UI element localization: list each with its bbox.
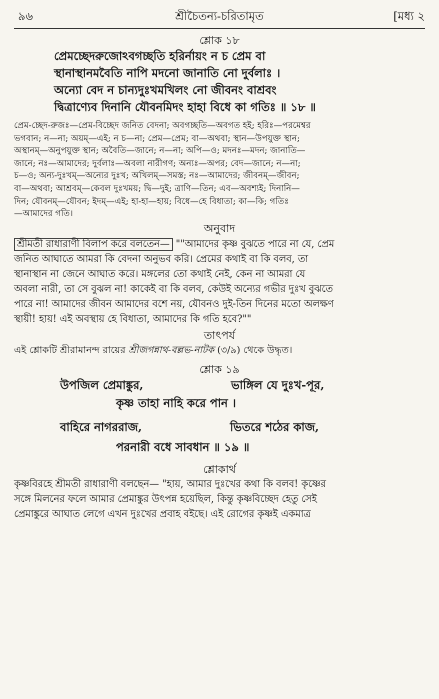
verse-19-line: পরনারী বধে সাবধান ॥ ১৯ ॥ bbox=[116, 439, 250, 454]
synonym-line: অস্থানম্—অনুপযুক্ত স্থান; অবৈতি—জানে; ন—না; অপি—ও; মদনঃ—মদন; জানাতি— bbox=[14, 146, 306, 157]
synonym-line: চ—ও; অন্য-দুঃখম্—অন্যের দুঃখ; অখিলম্—সমস্ত; নঃ—আমাদের; জীবনম্—জীবন; bbox=[14, 171, 300, 182]
page-header bbox=[14, 6, 425, 28]
verse-19-line: ভিতরে শঠের কাজ, bbox=[230, 419, 320, 434]
translation-line: জনিত আঘাতে আমরা কি বেদনা অনুভব করি। প্রেমের কথাই বা কি বলব, তা bbox=[14, 253, 309, 265]
verse-18-line: প্রেমচ্ছেদরুজোঽবগচ্ছতি হরির্নায়ং ন চ প্রেম বা bbox=[54, 49, 266, 63]
verse-19-heading: শ্লোক ১৯ bbox=[199, 362, 240, 376]
translation-line: স্থানাস্থান না জেনে আঘাত করে। মঙ্গলের তো কথাই নেই, কেন না আমরা যে bbox=[14, 268, 306, 280]
verse-18-line: দ্বিত্রাণ্যেব দিনানি যৌবনমিদং হাহা বিধে কা গতিঃ ॥ ১৮ ॥ bbox=[54, 100, 316, 114]
page-number: ৯৬ bbox=[18, 9, 33, 23]
verse-18-line: স্থানাস্থানমবৈতি নাপি মদনো জানাতি নো দুর্বলাঃ । bbox=[54, 66, 281, 80]
synonym-line: ভগবান; ন—না; অয়ম্—এই; ন চ—না; প্রেম—প্রেম; বা—অথবা; স্থান—উপযুক্ত স্থান; bbox=[14, 133, 300, 144]
translation-line: কৃষ্ণবিরহে শ্রীমতী রাধারাণী বলছেন— "হায়, আমার দুঃখের কথা কি বলব! কৃষ্ণের bbox=[14, 478, 326, 490]
verse-18-text bbox=[14, 48, 425, 116]
translation-18-heading: অনুবাদ bbox=[203, 221, 236, 235]
translation-line: সঙ্গে মিলনের ফলে আমার প্রেমাঙ্কুর উৎপন্ন হয়েছিল, কিন্তু কৃষ্ণবিচ্ছেদ হেতু সেই bbox=[14, 493, 317, 505]
verse-19-text bbox=[14, 377, 425, 462]
translation-line: অবলা নারী, তা সে বুঝল না! কাকেই বা কি বলব, কেউই অন্যের গভীর দুঃখ বুঝতে bbox=[14, 283, 333, 295]
translation-19-heading: শ্লোকার্থ bbox=[203, 462, 236, 476]
speaker-box: শ্রীমতী রাধারাণী বিলাপ করে বলতেন— bbox=[14, 238, 173, 251]
translation-line: স্থায়ী! হায়! এই অবস্থায় হে বিধাতা, আমাদের কি গতি হবে?"" bbox=[14, 313, 252, 325]
synonym-line: জানে; নঃ—আমাদের; দুর্বলাঃ—অবলা নারীগণ; অন্যঃ—অপর; বেদ—জানে; ন—না; bbox=[14, 158, 301, 169]
verse-18-line: অন্যো বেদ ন চান্যদুঃখমখিলং নো জীবনং বাশ্রবং bbox=[54, 83, 277, 97]
speaker-box: কৃষ্ণবিরহে শ্রীমতী রাধারাণী বলছেন— bbox=[14, 478, 160, 490]
book-title: শ্রীজগন্নাথ-বল্লভ-নাটক bbox=[128, 344, 215, 356]
section-label: [মধ্য ২ bbox=[393, 9, 425, 23]
header-rule bbox=[14, 28, 425, 29]
translation-line: পারে না! আমাদের জীবন আমাদের বশে নয়, যৌবনও দুই-তিন দিনের মতো অলক্ষণ bbox=[14, 298, 334, 310]
translation-line: শ্রীমতী রাধারাণী বিলাপ করে বলতেন— ""আমাদের কৃষ্ণ বুঝতে পারে না যে, প্রেম bbox=[14, 237, 425, 252]
verse-19-line: ভাঙ্গিল যে দুঃখ-পূর, bbox=[231, 377, 325, 392]
translation-line: প্রেমাঙ্কুরে আঘাত লেগে এখন দুঃখের প্রবাহ বইছে। এই রোগের কৃষ্ণই একমাত্র bbox=[14, 508, 311, 520]
synonym-line: —আমাদের গতি। bbox=[14, 209, 73, 220]
verse-19-line: কৃষ্ণ তাহা নাহি করে পান । bbox=[116, 395, 237, 410]
purport-18-text: এই শ্লোকটি শ্রীরামানন্দ রায়ের শ্রীজগন্নাথ-বল্লভ-নাটক (৩/৯) থেকে উদ্ধৃত। bbox=[14, 344, 293, 356]
verse-19-line: উপজিল প্রেমাঙ্কুর, bbox=[60, 377, 144, 392]
synonym-line: বা—অথবা; আশ্রবম্—কেবল দুঃখময়; দ্বি—দুই; ত্রাণি—তিন; এব—অবশ্যই; দিনানি— bbox=[14, 183, 300, 194]
verse-18-heading: শ্লোক ১৮ bbox=[199, 34, 240, 47]
translation-19-text bbox=[14, 477, 425, 522]
verse-19-line: বাহিরে নাগররাজ, bbox=[60, 419, 143, 434]
synonym-line: প্রেম-চ্ছেদ-রুজঃ—প্রেম-বিচ্ছেদ জনিত বেদনা; অবগচ্ছতি—অবগত হই; হরিঃ—পরমেশ্বর bbox=[14, 121, 311, 131]
purport-18-heading: তাৎপর্য bbox=[203, 328, 236, 342]
synonym-line: দিন; যৌবনম্—যৌবন; ইদম্—এই; হা-হা—হায়; বিধে—হে বিধাতা; কা—কি; গতিঃ bbox=[14, 196, 289, 207]
verse-18-synonyms bbox=[14, 120, 425, 221]
translation-18-text bbox=[14, 237, 425, 327]
running-title: শ্রীচৈতন্য-চরিতামৃত bbox=[175, 9, 264, 23]
